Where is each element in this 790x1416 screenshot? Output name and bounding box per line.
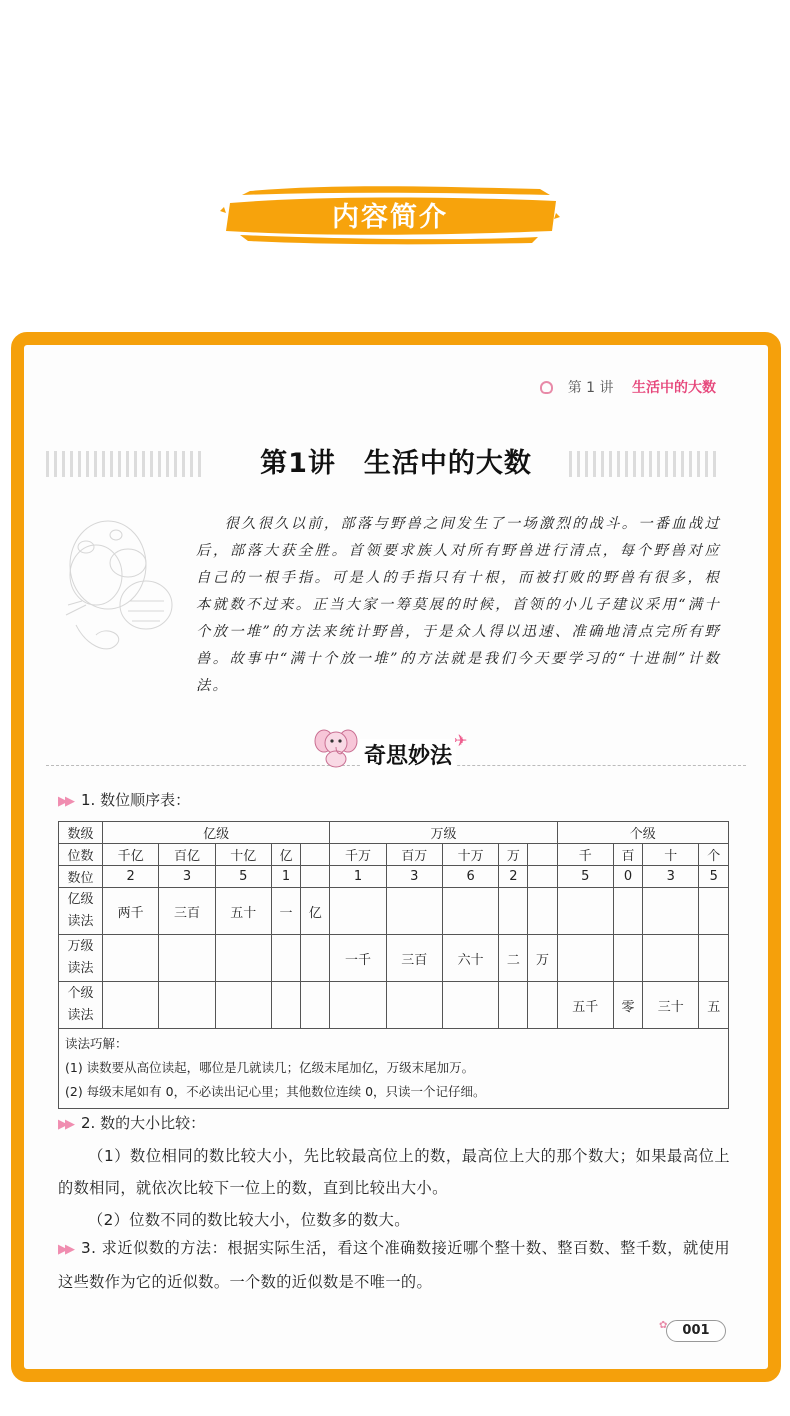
table-cell: 十万 (442, 844, 498, 866)
table-cell (528, 888, 557, 935)
method-header-label: 奇思妙法 (360, 739, 456, 770)
table-cell: 三百 (386, 935, 442, 982)
table-row-ge-reading (59, 982, 729, 1029)
table-cell: 万 (528, 935, 557, 982)
table-cell (301, 844, 330, 866)
table-cell (699, 935, 729, 982)
table-cell (528, 982, 557, 1029)
double-arrow-icon: ▶▶ (58, 1117, 72, 1132)
table-cell (499, 888, 528, 935)
table-cell (699, 888, 729, 935)
table-cell: 千亿 (103, 844, 159, 866)
table-cell: 0 (613, 866, 642, 888)
table-row-wan-reading (59, 935, 729, 982)
lecture-name: 生活中的大数 (363, 448, 532, 479)
table-cell (528, 866, 557, 888)
table-cell (557, 935, 613, 982)
table-cell (271, 935, 300, 982)
elephant-mascot (314, 725, 358, 769)
table-cell (271, 982, 300, 1029)
table-cell (330, 982, 386, 1029)
table-cell: 亿 (271, 844, 300, 866)
table-row-yi-reading (59, 888, 729, 935)
table-cell (301, 982, 330, 1029)
table-cell: 个 (699, 844, 729, 866)
lecture-title (24, 441, 768, 480)
balloon-illustration (46, 505, 176, 665)
double-arrow-icon: ▶▶ (58, 794, 72, 809)
table-cell: 6 (442, 866, 498, 888)
running-head-topic: 生活中的大数 (632, 380, 716, 396)
table-cell (613, 935, 642, 982)
table-cell: 千 (557, 844, 613, 866)
table-cell: 十 (643, 844, 699, 866)
section3-title: 3. 求近似数的方法： (81, 1239, 228, 1257)
table-cell (442, 982, 498, 1029)
section3-text: 根据实际生活，看这个准确数接近哪个整十数、整百数、整千数，就使用这些数作为它的近似数。一个数的近似数是不唯一的。 (58, 1239, 730, 1291)
tip-item: (2) 每级末尾如有 0，不必读出记心里；其他数位连续 0，只读一个记仔细。 (65, 1084, 486, 1099)
table-cell: 一 (271, 888, 300, 935)
banner-title: 内容简介 (332, 202, 448, 233)
row-header: 数级 (59, 822, 103, 844)
row-header: 位数 (59, 844, 103, 866)
row-header: 数位 (59, 866, 103, 888)
method-header (46, 733, 746, 773)
page-number-badge (659, 1320, 726, 1342)
table-cell (499, 982, 528, 1029)
section-banner (220, 183, 560, 245)
table-cell: 百万 (386, 844, 442, 866)
table-cell (643, 888, 699, 935)
table-cell (386, 888, 442, 935)
group-cell: 亿级 (103, 822, 330, 844)
row-header: 个级 读法 (59, 982, 103, 1029)
table-cell (159, 982, 215, 1029)
table-cell: 零 (613, 982, 642, 1029)
table-cell: 五千 (557, 982, 613, 1029)
bulb-icon (540, 381, 553, 394)
table-row-places (59, 844, 729, 866)
paper-plane-icon: ✈ (454, 731, 468, 750)
digit-order-table (58, 821, 729, 1109)
table-cell (215, 935, 271, 982)
table-row-tips (59, 1029, 729, 1109)
table-cell (301, 866, 330, 888)
table-cell: 一千 (330, 935, 386, 982)
story-paragraph: 很久很久以前，部落与野兽之间发生了一场激烈的战斗。一番血战过后，部落大获全胜。首领要求族人对所有野兽进行清点，每个野兽对应自己的一根手指。可是人的手指只有十根，而被打败的野兽有很多，根本就数不过来。正当大家一筹莫展的时候，首领的小儿子建议采用“满十个放一堆”的方法来统计野兽，于是众人得以迅速、准确地清点完所有野兽。故事中“满十个放一堆”的方法就是我们今天要学习的“十进制”计数法。 (196, 516, 721, 694)
table-cell: 5 (215, 866, 271, 888)
row-header: 万级 读法 (59, 935, 103, 982)
page-number: 001 (682, 1323, 710, 1338)
table-cell: 两千 (103, 888, 159, 935)
table-cell (103, 982, 159, 1029)
section2-paragraph-1: （1）数位相同的数比较大小，先比较最高位上的数，最高位上大的那个数大；如果最高位上的数相同，就依次比较下一位上的数，直到比较出大小。 (58, 1147, 730, 1197)
running-head-lecture: 第 1 讲 (567, 380, 614, 396)
table-cell (301, 935, 330, 982)
table-cell: 五十 (215, 888, 271, 935)
lecture-number: 第1讲 (260, 448, 336, 479)
table-cell: 六十 (442, 935, 498, 982)
group-cell: 万级 (330, 822, 557, 844)
table-cell (330, 888, 386, 935)
section2-paragraph-2: （2）位数不同的数比较大小，位数多的数大。 (88, 1211, 410, 1229)
table-cell (215, 982, 271, 1029)
group-cell: 个级 (557, 822, 728, 844)
table-cell: 万 (499, 844, 528, 866)
table-cell (442, 888, 498, 935)
tip-item: (1) 读数要从高位读起，哪位是几就读几；亿级末尾加亿，万级末尾加万。 (65, 1060, 475, 1075)
running-head (540, 377, 716, 397)
table-cell: 二 (499, 935, 528, 982)
reading-tips (59, 1029, 729, 1109)
table-cell: 5 (557, 866, 613, 888)
table-cell (159, 935, 215, 982)
table-cell: 1 (271, 866, 300, 888)
double-arrow-icon: ▶▶ (58, 1242, 72, 1257)
table-cell: 十亿 (215, 844, 271, 866)
book-page (24, 345, 768, 1369)
table-cell (386, 982, 442, 1029)
table-row-digits (59, 866, 729, 888)
table-cell: 千万 (330, 844, 386, 866)
table-cell (643, 935, 699, 982)
table-cell: 三百 (159, 888, 215, 935)
table-cell: 3 (386, 866, 442, 888)
table-cell: 2 (499, 866, 528, 888)
table-cell: 3 (643, 866, 699, 888)
table-cell: 3 (159, 866, 215, 888)
table-cell: 百 (613, 844, 642, 866)
table-cell: 1 (330, 866, 386, 888)
table-cell: 三十 (643, 982, 699, 1029)
table-cell: 五 (699, 982, 729, 1029)
section3-paragraph (58, 1232, 730, 1298)
badge-decoration-icon: ✿ (659, 1320, 668, 1331)
table-cell: 百亿 (159, 844, 215, 866)
table-cell (557, 888, 613, 935)
tips-title: 读法巧解： (65, 1036, 128, 1051)
table-row-groups (59, 822, 729, 844)
table-cell (613, 888, 642, 935)
table-cell: 2 (103, 866, 159, 888)
table-cell: 5 (699, 866, 729, 888)
table-cell (528, 844, 557, 866)
row-header: 亿级 读法 (59, 888, 103, 935)
section1-title: ▶▶ 1. 数位顺序表： (58, 791, 191, 809)
table-cell (103, 935, 159, 982)
book-page-frame (11, 332, 781, 1382)
section2-title: ▶▶ 2. 数的大小比较： (58, 1114, 206, 1132)
table-cell: 亿 (301, 888, 330, 935)
